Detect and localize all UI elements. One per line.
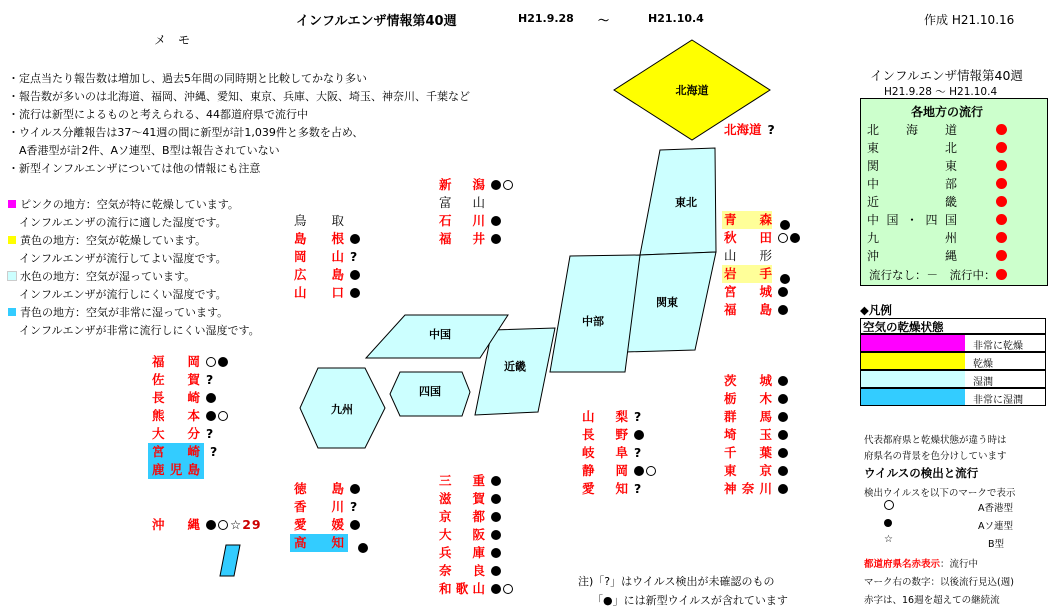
swatch-very-dry [861,335,965,351]
pref-gunma: 群 馬 [724,408,790,426]
memo-heading: メ モ [154,33,191,47]
pref-fukushima: 福 島 [724,301,790,319]
date-from: H21.9.28 [518,12,574,25]
status-dot [996,232,1007,243]
legend-red-text: 赤字は、16週を超えての継続流 [864,595,1000,606]
legend-mark-b: ☆ [884,534,893,545]
region-row-kyushu: 九 州 [867,229,1043,247]
pref-toyama: 富 山 [439,195,485,210]
pref-niigata: 新 潟 [439,176,515,194]
legend-mark-label: B型 [988,539,1005,550]
legend-note: 府県名の背景を色分けしています [864,451,1007,462]
pref-gifu: 岐 阜 ? [582,445,643,460]
memo-line: ・定点当たり報告数は増加し、過去5年間の同時期と比較してかなり多い [8,72,367,85]
memo-line: A香港型が計2件、Aソ連型、B型は報告されていない [8,144,280,157]
pref-kagawa: 香 川 ? [294,499,359,514]
legend-dry: 乾燥 [860,352,1046,370]
status-dot [996,214,1007,225]
pref-akita: 秋 田 [724,229,802,247]
region-row-chubu: 中 部 [867,175,1043,193]
pref-aomori: 青 森 [724,212,772,227]
legend-mark-label: A香港型 [978,503,1013,514]
legend-heading: ◆凡例 [860,303,892,317]
humidity-note: インフルエンザの流行に適した湿度です。 [8,216,227,229]
legend-humid: 湿潤 [860,370,1046,388]
memo-line: ・ウイルス分離報告は37～41週の間に新型が計1,039件と多数を占め、 [8,126,364,139]
region-label-kanto: 関東 [656,296,678,309]
legend-note: 代表都府県と乾燥状態が違う時は [864,435,1007,446]
humidity-note: インフルエンザが流行しにくい湿度です。 [8,288,227,301]
note-question-mark: 注)「?」はウイルス検出が未確認のもの [578,575,775,588]
pref-miyagi: 宮 城 [724,283,790,301]
region-label-chugoku: 中国 [429,328,451,341]
page-title: インフルエンザ情報第40週 [296,14,457,29]
status-dot [996,124,1007,135]
pref-yamagata: 山 形 [724,248,772,263]
table-footer: 流行なし：－ 流行中： [869,267,1007,283]
air-heading: 空気の乾燥状態 [860,318,1046,334]
pref-nagano: 長 野 [582,426,646,444]
status-dot [996,142,1007,153]
region-row-kinki: 近 畿 [867,193,1043,211]
pref-ibaraki: 茨 城 [724,372,790,390]
pref-saga: 佐 賀 ? [152,372,215,387]
pref-nagasaki: 長 崎 [152,389,218,407]
region-label-tohoku: 東北 [675,196,697,209]
humidity-note-blue: 青色の地方：空気が非常に湿っています。 [8,304,228,320]
table-heading: 各地方の流行 [911,105,984,119]
legend-mark-hongkong [884,500,896,512]
pref-okinawa: 沖 縄 ☆29 [152,517,262,532]
panel-dates: H21.9.28 ～ H21.10.4 [884,86,998,98]
memo-line: ・報告数が多いのは北海道、福岡、沖縄、愛知、東京、兵庫、大阪、埼玉、神奈川、千葉など [8,90,470,103]
region-status-table [860,98,1048,286]
pref-kagoshima: 鹿児島 [148,461,204,479]
created-date: 作成 H21.10.16 [924,13,1015,27]
pref-wakayama: 和歌山 [439,580,515,598]
pref-tokushima: 徳 島 [294,480,362,498]
date-tilde: ～ [598,14,609,27]
pref-osaka: 大 阪 [439,526,503,544]
pref-chiba: 千 葉 [724,444,790,462]
date-to: H21.10.4 [648,12,704,25]
pref-yamanashi: 山 梨 ? [582,409,643,424]
humidity-note: インフルエンザが非常に流行しにくい湿度です。 [8,324,260,337]
memo-line: ・新型インフルエンザについては他の情報にも注意 [8,162,261,175]
pref-tottori: 鳥 取 [294,213,344,228]
region-row-okinawa: 沖 縄 [867,247,1043,265]
pref-fukui: 福 井 [439,230,503,248]
legend-mark-label: Aソ連型 [978,521,1013,532]
region-label-hokkaido: 北海道 [675,84,709,97]
pref-hyogo: 兵 庫 [439,544,503,562]
status-dot [996,196,1007,207]
pref-kumamoto: 熊 本 [152,407,230,425]
legend-very-humid: 非常に湿潤 [860,388,1046,406]
virus-sub: 検出ウイルスを以下のマークで表示 [864,488,1016,499]
legend-red-name: 都道府県名赤表示：流行中 [864,559,979,570]
pref-mie: 三 重 [439,472,503,490]
pref-ishikawa: 石 川 [439,212,503,230]
region-row-kanto: 関 東 [867,157,1043,175]
pref-shimane: 島 根 [294,230,362,248]
legend-mark-num: マーク右の数字：以後流行見込(週) [864,577,1014,588]
pref-aichi: 愛 知 ? [582,481,643,496]
region-row-chugoku-shikoku: 中国・四国 [867,211,1043,229]
swatch-dry [861,353,965,369]
pref-miyazaki: 宮 崎 [148,443,204,461]
humidity-note: インフルエンザが流行してよい湿度です。 [8,252,227,265]
pref-saitama: 埼 玉 [724,426,790,444]
region-label-kinki: 近畿 [504,360,526,373]
memo-line: ・流行は新型によるものと考えられる、44都道府県で流行中 [8,108,308,121]
pref-tokyo: 東 京 [724,462,790,480]
region-row-hokkaido: 北 海 道 [867,121,1043,139]
pref-oita: 大 分 ? [152,426,215,441]
pref-shizuoka: 静 岡 [582,462,658,480]
pref-hiroshima: 広 島 [294,266,362,284]
humidity-note-pink: ピンクの地方：空気が特に乾燥しています。 [8,196,239,212]
pref-yamaguchi: 山 口 [294,284,362,302]
pref-iwate: 岩 手 [724,266,772,281]
pref-hokkaido: 北海道 ? [724,122,776,137]
status-dot [996,178,1007,189]
pref-fukuoka: 福 岡 [152,353,230,371]
pref-kochi-mark [358,537,370,556]
legend-mark-soviet [884,518,894,529]
note-dot-mark: 「●」には新型ウイルスが含れています [592,594,788,607]
humidity-note-lightblue: 水色の地方：空気が湿っています。 [8,268,195,284]
panel-title: インフルエンザ情報第40週 [870,68,1023,83]
pref-shiga: 滋 賀 [439,490,503,508]
status-dot [996,250,1007,261]
pref-kochi: 高 知 [290,534,348,552]
virus-heading: ウイルスの検出と流行 [864,466,979,480]
pref-miyazaki-mark: ? [210,444,218,459]
status-dot [996,160,1007,171]
pref-tochigi: 栃 木 [724,390,790,408]
pref-ehime: 愛 媛 [294,516,362,534]
legend-very-dry: 非常に乾燥 [860,334,1046,352]
swatch-humid [861,371,965,387]
pref-nara: 奈 良 [439,562,503,580]
humidity-note-yellow: 黄色の地方：空気が乾燥しています。 [8,232,206,248]
region-chubu [550,255,640,372]
pref-kanagawa: 神奈川 [724,480,790,498]
region-label-chubu: 中部 [582,315,604,328]
region-label-shikoku: 四国 [419,385,441,398]
region-row-tohoku: 東 北 [867,139,1043,157]
swatch-very-humid [861,389,965,405]
pref-kyoto: 京 都 [439,508,503,526]
pref-okayama: 岡 山 ? [294,249,359,264]
region-okinawa-shape [220,545,240,576]
region-label-kyushu: 九州 [331,403,353,416]
